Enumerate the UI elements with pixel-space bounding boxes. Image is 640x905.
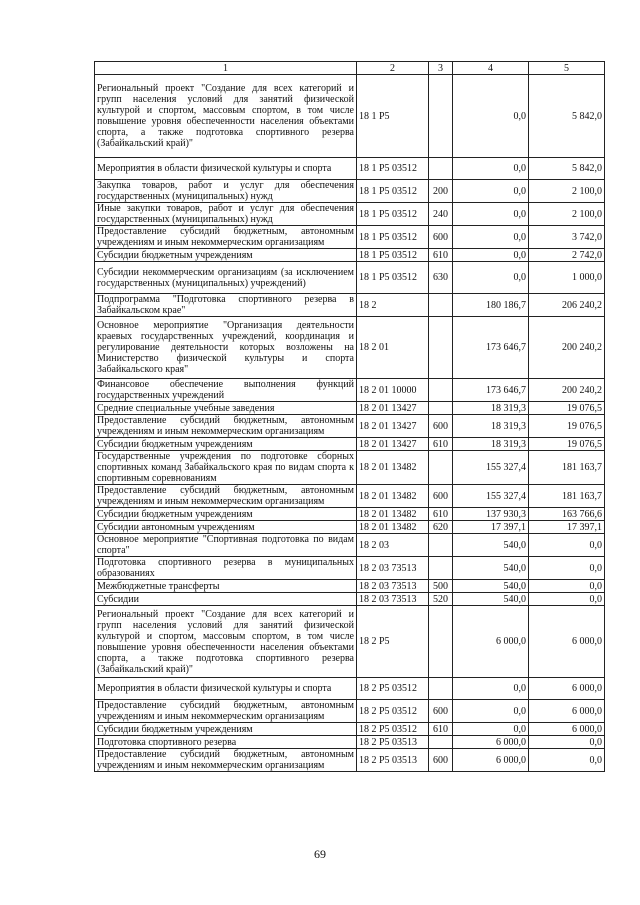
table-row <box>95 438 605 451</box>
row-code-cell: 18 2 P5 03512 <box>357 678 429 700</box>
row-type-cell <box>429 402 453 415</box>
row-value-col4: 180 186,7 <box>453 294 529 317</box>
row-value-col4: 18 319,3 <box>453 402 529 415</box>
row-value-col5: 200 240,2 <box>529 317 605 379</box>
row-value-col5: 1 000,0 <box>529 262 605 294</box>
table-row <box>95 700 605 723</box>
row-value-col4: 0,0 <box>453 249 529 262</box>
table-row <box>95 226 605 249</box>
row-code-cell: 18 2 03 73513 <box>357 557 429 580</box>
table-row <box>95 534 605 557</box>
row-code-cell: 18 2 01 13482 <box>357 508 429 521</box>
row-name-cell: Подпрограмма "Подготовка спортивного резерва в Забайкальском крае" <box>95 294 357 317</box>
row-code-cell: 18 2 01 13482 <box>357 451 429 485</box>
table-row <box>95 521 605 534</box>
row-value-col4: 0,0 <box>453 158 529 180</box>
row-name-cell: Основное мероприятие "Спортивная подготовка по видам спорта" <box>95 534 357 557</box>
row-type-cell <box>429 294 453 317</box>
row-type-cell: 610 <box>429 508 453 521</box>
row-name-cell: Подготовка спортивного резерва в муниципальных образованиях <box>95 557 357 580</box>
row-name-cell: Средние специальные учебные заведения <box>95 402 357 415</box>
row-value-col4: 6 000,0 <box>453 606 529 678</box>
row-code-cell: 18 2 03 73513 <box>357 593 429 606</box>
row-type-cell <box>429 75 453 158</box>
row-value-col5: 2 100,0 <box>529 180 605 203</box>
row-type-cell <box>429 317 453 379</box>
row-value-col5: 6 000,0 <box>529 678 605 700</box>
row-value-col4: 173 646,7 <box>453 317 529 379</box>
table-row <box>95 402 605 415</box>
table-row <box>95 158 605 180</box>
row-value-col5: 2 742,0 <box>529 249 605 262</box>
table-row <box>95 451 605 485</box>
row-code-cell: 18 2 P5 03513 <box>357 749 429 772</box>
row-code-cell: 18 2 01 10000 <box>357 379 429 402</box>
row-code-cell: 18 2 01 <box>357 317 429 379</box>
row-name-cell: Закупка товаров, работ и услуг для обеспечения государственных (муниципальных) нужд <box>95 180 357 203</box>
row-value-col4: 0,0 <box>453 75 529 158</box>
table-row <box>95 678 605 700</box>
row-value-col5: 0,0 <box>529 534 605 557</box>
table-row <box>95 593 605 606</box>
row-value-col5: 5 842,0 <box>529 158 605 180</box>
table-row <box>95 294 605 317</box>
row-value-col5: 17 397,1 <box>529 521 605 534</box>
row-code-cell: 18 1 P5 03512 <box>357 180 429 203</box>
row-value-col4: 155 327,4 <box>453 451 529 485</box>
row-name-cell: Субсидии бюджетным учреждениям <box>95 723 357 736</box>
row-type-cell: 610 <box>429 438 453 451</box>
table-row <box>95 508 605 521</box>
row-code-cell: 18 2 01 13482 <box>357 485 429 508</box>
row-name-cell: Субсидии бюджетным учреждениям <box>95 249 357 262</box>
row-value-col5: 163 766,6 <box>529 508 605 521</box>
row-type-cell <box>429 678 453 700</box>
row-code-cell: 18 1 P5 03512 <box>357 262 429 294</box>
row-name-cell: Мероприятия в области физической культуры и спорта <box>95 678 357 700</box>
row-name-cell: Субсидии бюджетным учреждениям <box>95 508 357 521</box>
row-value-col5: 3 742,0 <box>529 226 605 249</box>
row-code-cell: 18 1 P5 03512 <box>357 203 429 226</box>
row-name-cell: Региональный проект "Создание для всех категорий и групп населения условий для занятий физической культурой и спортом, массовым спортом, в том числе повышение уровня обеспеченности населения объектами спорта, а также подготовка спортивного резерва (Забайкальский край)" <box>95 75 357 158</box>
row-code-cell: 18 2 01 13427 <box>357 438 429 451</box>
row-name-cell: Предоставление субсидий бюджетным, автономным учреждениям и иным некоммерческим организациям <box>95 700 357 723</box>
row-name-cell: Предоставление субсидий бюджетным, автономным учреждениям и иным некоммерческим организациям <box>95 226 357 249</box>
row-name-cell: Предоставление субсидий бюджетным, автономным учреждениям и иным некоммерческим организациям <box>95 749 357 772</box>
row-type-cell: 600 <box>429 226 453 249</box>
row-type-cell <box>429 736 453 749</box>
row-value-col5: 200 240,2 <box>529 379 605 402</box>
row-code-cell: 18 2 P5 <box>357 606 429 678</box>
row-type-cell: 630 <box>429 262 453 294</box>
row-name-cell: Иные закупки товаров, работ и услуг для обеспечения государственных (муниципальных) нужд <box>95 203 357 226</box>
row-value-col5: 19 076,5 <box>529 415 605 438</box>
row-name-cell: Подготовка спортивного резерва <box>95 736 357 749</box>
row-name-cell: Субсидии <box>95 593 357 606</box>
table-row <box>95 723 605 736</box>
row-type-cell: 600 <box>429 415 453 438</box>
table-row <box>95 180 605 203</box>
row-name-cell: Субсидии автономным учреждениям <box>95 521 357 534</box>
row-code-cell: 18 2 01 13427 <box>357 415 429 438</box>
row-name-cell: Предоставление субсидий бюджетным, автономным учреждениям и иным некоммерческим организациям <box>95 485 357 508</box>
row-value-col4: 18 319,3 <box>453 438 529 451</box>
row-name-cell: Региональный проект "Создание для всех категорий и групп населения условий для занятий физической культурой и спортом, массовым спортом, в том числе повышение уровня обеспеченности населения объектами спорта, а также подготовка спортивного резерва (Забайкальский край)" <box>95 606 357 678</box>
row-value-col4: 0,0 <box>453 723 529 736</box>
row-type-cell: 610 <box>429 249 453 262</box>
table-row <box>95 736 605 749</box>
row-type-cell: 520 <box>429 593 453 606</box>
row-type-cell <box>429 606 453 678</box>
row-type-cell: 600 <box>429 485 453 508</box>
row-value-col4: 0,0 <box>453 226 529 249</box>
row-value-col4: 17 397,1 <box>453 521 529 534</box>
row-code-cell: 18 2 P5 03513 <box>357 736 429 749</box>
row-value-col5: 2 100,0 <box>529 203 605 226</box>
row-type-cell: 240 <box>429 203 453 226</box>
row-code-cell: 18 2 P5 03512 <box>357 700 429 723</box>
row-code-cell: 18 2 01 13482 <box>357 521 429 534</box>
row-code-cell: 18 2 01 13427 <box>357 402 429 415</box>
row-type-cell <box>429 557 453 580</box>
row-type-cell <box>429 379 453 402</box>
row-value-col5: 0,0 <box>529 736 605 749</box>
row-value-col4: 0,0 <box>453 700 529 723</box>
row-value-col4: 137 930,3 <box>453 508 529 521</box>
row-name-cell: Мероприятия в области физической культуры и спорта <box>95 158 357 180</box>
row-value-col4: 540,0 <box>453 534 529 557</box>
table-row <box>95 749 605 772</box>
row-value-col5: 0,0 <box>529 580 605 593</box>
row-value-col4: 155 327,4 <box>453 485 529 508</box>
row-type-cell: 600 <box>429 749 453 772</box>
row-value-col4: 540,0 <box>453 593 529 606</box>
row-code-cell: 18 2 P5 03512 <box>357 723 429 736</box>
row-value-col5: 0,0 <box>529 557 605 580</box>
row-value-col5: 0,0 <box>529 749 605 772</box>
row-name-cell: Государственные учреждения по подготовке сборных спортивных команд Забайкальского края по видам спорта к спортивным соревнованиям <box>95 451 357 485</box>
table-row <box>95 606 605 678</box>
row-name-cell: Субсидии некоммерческим организациям (за исключением государственных (муниципальных) учреждений) <box>95 262 357 294</box>
row-value-col5: 19 076,5 <box>529 402 605 415</box>
table-body <box>95 75 605 772</box>
table-row <box>95 415 605 438</box>
row-type-cell: 200 <box>429 180 453 203</box>
row-code-cell: 18 1 P5 <box>357 75 429 158</box>
row-type-cell <box>429 158 453 180</box>
column-header-4: 4 <box>453 62 529 75</box>
row-name-cell: Предоставление субсидий бюджетным, автономным учреждениям и иным некоммерческим организациям <box>95 415 357 438</box>
row-value-col4: 0,0 <box>453 180 529 203</box>
row-value-col5: 181 163,7 <box>529 451 605 485</box>
row-value-col4: 0,0 <box>453 203 529 226</box>
row-value-col5: 181 163,7 <box>529 485 605 508</box>
row-value-col4: 0,0 <box>453 678 529 700</box>
table-row <box>95 262 605 294</box>
row-code-cell: 18 1 P5 03512 <box>357 249 429 262</box>
column-header-1: 1 <box>95 62 357 75</box>
table-row <box>95 317 605 379</box>
row-name-cell: Финансовое обеспечение выполнения функций государственных учреждений <box>95 379 357 402</box>
row-code-cell: 18 2 <box>357 294 429 317</box>
page-number: 69 <box>314 847 326 861</box>
row-code-cell: 18 1 P5 03512 <box>357 226 429 249</box>
table-row <box>95 249 605 262</box>
table-row <box>95 557 605 580</box>
row-value-col5: 6 000,0 <box>529 606 605 678</box>
row-value-col5: 0,0 <box>529 593 605 606</box>
table-row <box>95 485 605 508</box>
row-name-cell: Основное мероприятие "Организация деятельности краевых государственных учреждений, координация и регулирование деятельности которых возложены на Министерство физической культуры и спорта Забайкальского края" <box>95 317 357 379</box>
column-header-5: 5 <box>529 62 605 75</box>
table-row <box>95 203 605 226</box>
row-value-col4: 6 000,0 <box>453 749 529 772</box>
row-value-col4: 18 319,3 <box>453 415 529 438</box>
header-row <box>95 62 605 75</box>
table-row <box>95 580 605 593</box>
row-name-cell: Межбюджетные трансферты <box>95 580 357 593</box>
row-value-col4: 540,0 <box>453 557 529 580</box>
row-type-cell: 610 <box>429 723 453 736</box>
table-row <box>95 379 605 402</box>
column-header-2: 2 <box>357 62 429 75</box>
row-value-col5: 206 240,2 <box>529 294 605 317</box>
row-value-col4: 540,0 <box>453 580 529 593</box>
row-type-cell: 500 <box>429 580 453 593</box>
row-name-cell: Субсидии бюджетным учреждениям <box>95 438 357 451</box>
row-type-cell <box>429 534 453 557</box>
row-code-cell: 18 2 03 73513 <box>357 580 429 593</box>
row-code-cell: 18 2 03 <box>357 534 429 557</box>
row-value-col4: 0,0 <box>453 262 529 294</box>
row-value-col5: 5 842,0 <box>529 75 605 158</box>
row-value-col5: 19 076,5 <box>529 438 605 451</box>
row-value-col4: 173 646,7 <box>453 379 529 402</box>
row-code-cell: 18 1 P5 03512 <box>357 158 429 180</box>
row-value-col5: 6 000,0 <box>529 723 605 736</box>
table-row <box>95 75 605 158</box>
column-header-3: 3 <box>429 62 453 75</box>
row-type-cell: 620 <box>429 521 453 534</box>
row-value-col5: 6 000,0 <box>529 700 605 723</box>
row-type-cell: 600 <box>429 700 453 723</box>
row-type-cell <box>429 451 453 485</box>
row-value-col4: 6 000,0 <box>453 736 529 749</box>
budget-table <box>94 61 605 772</box>
